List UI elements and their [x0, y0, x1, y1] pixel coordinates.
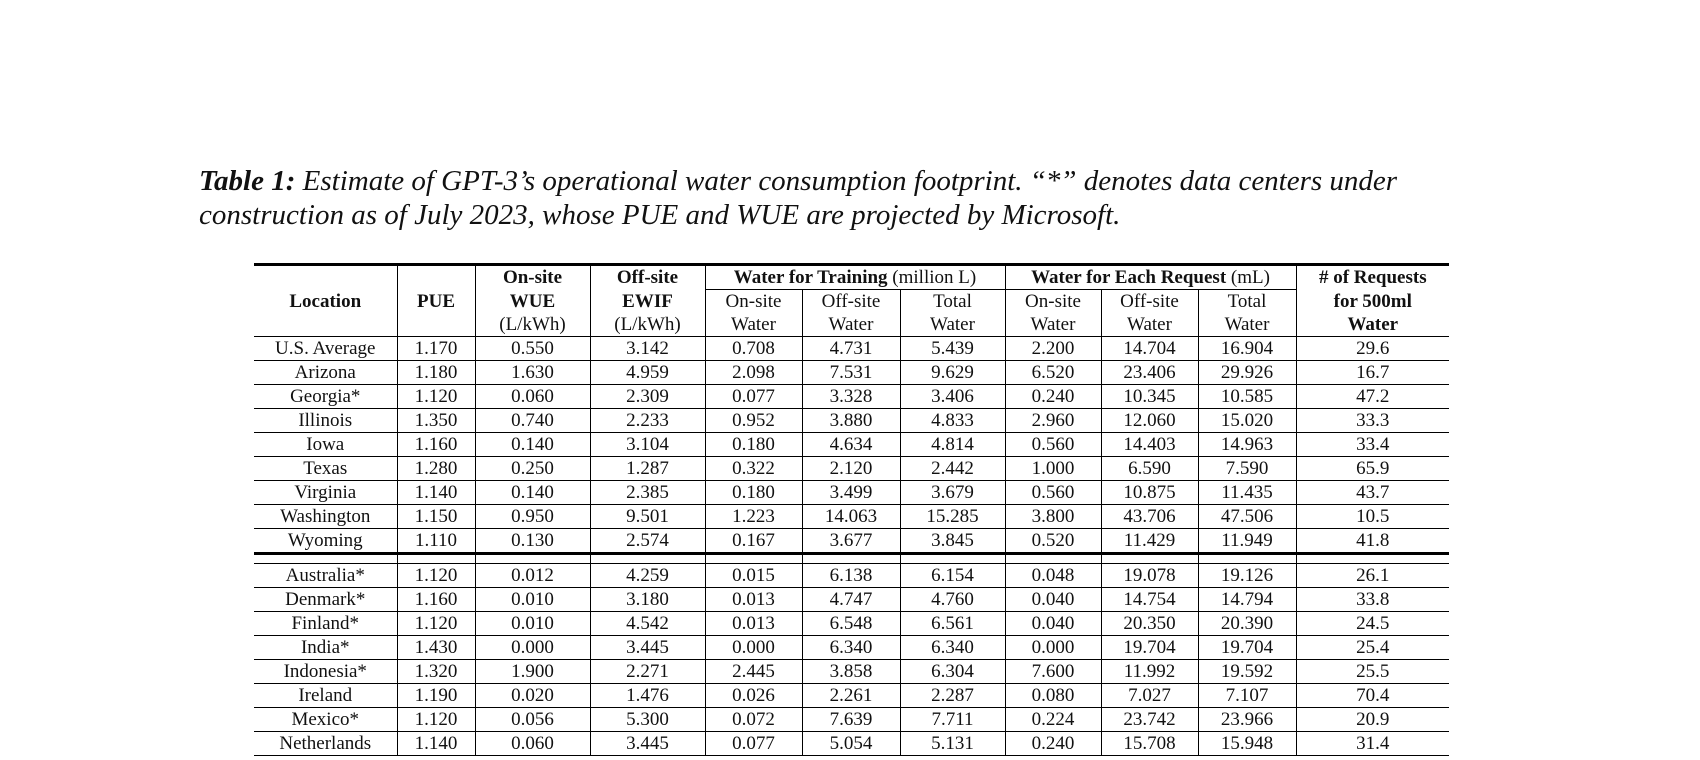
value-cell: 1.110 — [397, 529, 475, 554]
table-row — [254, 529, 1449, 554]
value-cell: 70.4 — [1296, 684, 1449, 708]
value-cell: 0.240 — [1005, 732, 1101, 756]
caption-text: Estimate of GPT-3’s operational water consumption footprint. “*” denotes data centers under construction as of July 2023, whose PUE and WUE are projected by Microsoft. — [199, 165, 1398, 231]
value-cell: 19.078 — [1101, 564, 1198, 588]
value-cell: 4.542 — [590, 612, 705, 636]
value-cell: 19.704 — [1198, 636, 1296, 660]
header-request-group: Water for Each Request (mL) — [1005, 265, 1296, 290]
value-cell: 3.679 — [900, 481, 1005, 505]
header-pue: PUE — [397, 265, 475, 337]
value-cell: 7.639 — [802, 708, 900, 732]
value-cell: 1.350 — [397, 409, 475, 433]
value-cell: 5.054 — [802, 732, 900, 756]
value-cell: 2.120 — [802, 457, 900, 481]
value-cell: 41.8 — [1296, 529, 1449, 554]
value-cell: 0.740 — [475, 409, 590, 433]
value-cell: 1.160 — [397, 588, 475, 612]
value-cell: 7.600 — [1005, 660, 1101, 684]
value-cell: 0.012 — [475, 564, 590, 588]
value-cell: 14.963 — [1198, 433, 1296, 457]
value-cell: 2.233 — [590, 409, 705, 433]
value-cell: 0.040 — [1005, 612, 1101, 636]
table-row — [254, 660, 1449, 684]
table-body — [254, 337, 1449, 756]
separator-cell — [1296, 554, 1449, 564]
value-cell: 1.180 — [397, 361, 475, 385]
header-training-onsite: On-site — [705, 290, 802, 314]
value-cell: 0.167 — [705, 529, 802, 554]
value-cell: 0.708 — [705, 337, 802, 361]
header-request-total: Total — [1198, 290, 1296, 314]
table-row — [254, 636, 1449, 660]
value-cell: 1.190 — [397, 684, 475, 708]
value-cell: 10.875 — [1101, 481, 1198, 505]
value-cell: 3.677 — [802, 529, 900, 554]
value-cell: 6.340 — [900, 636, 1005, 660]
value-cell: 0.060 — [475, 732, 590, 756]
value-cell: 20.9 — [1296, 708, 1449, 732]
location-cell: Mexico* — [254, 708, 397, 732]
value-cell: 0.010 — [475, 612, 590, 636]
separator-cell — [1101, 554, 1198, 564]
value-cell: 1.320 — [397, 660, 475, 684]
value-cell: 29.926 — [1198, 361, 1296, 385]
value-cell: 7.711 — [900, 708, 1005, 732]
value-cell: 0.952 — [705, 409, 802, 433]
value-cell: 7.531 — [802, 361, 900, 385]
value-cell: 0.550 — [475, 337, 590, 361]
value-cell: 0.560 — [1005, 481, 1101, 505]
value-cell: 1.120 — [397, 708, 475, 732]
value-cell: 1.223 — [705, 505, 802, 529]
header-ewif-unit: (L/kWh) — [590, 313, 705, 337]
value-cell: 0.072 — [705, 708, 802, 732]
value-cell: 19.704 — [1101, 636, 1198, 660]
value-cell: 5.131 — [900, 732, 1005, 756]
value-cell: 1.000 — [1005, 457, 1101, 481]
value-cell: 33.8 — [1296, 588, 1449, 612]
value-cell: 3.499 — [802, 481, 900, 505]
value-cell: 2.574 — [590, 529, 705, 554]
value-cell: 24.5 — [1296, 612, 1449, 636]
header-location: Location — [254, 265, 397, 337]
value-cell: 6.548 — [802, 612, 900, 636]
header-requests-line3: Water — [1296, 313, 1449, 337]
value-cell: 2.442 — [900, 457, 1005, 481]
table-row — [254, 732, 1449, 756]
location-cell: Finland* — [254, 612, 397, 636]
table-row — [254, 684, 1449, 708]
value-cell: 14.794 — [1198, 588, 1296, 612]
value-cell: 0.020 — [475, 684, 590, 708]
water-footprint-table — [254, 263, 1449, 756]
header-training-total-water: Water — [900, 313, 1005, 337]
header-request-offsite: Off-site — [1101, 290, 1198, 314]
value-cell: 3.104 — [590, 433, 705, 457]
header-wue-line1: On-site — [475, 265, 590, 290]
value-cell: 11.949 — [1198, 529, 1296, 554]
value-cell: 0.048 — [1005, 564, 1101, 588]
value-cell: 0.180 — [705, 433, 802, 457]
value-cell: 11.429 — [1101, 529, 1198, 554]
value-cell: 43.7 — [1296, 481, 1449, 505]
value-cell: 16.904 — [1198, 337, 1296, 361]
value-cell: 0.000 — [705, 636, 802, 660]
separator-cell — [590, 554, 705, 564]
header-training-total: Total — [900, 290, 1005, 314]
location-cell: Ireland — [254, 684, 397, 708]
value-cell: 1.120 — [397, 612, 475, 636]
separator-cell — [900, 554, 1005, 564]
value-cell: 10.585 — [1198, 385, 1296, 409]
separator-cell — [475, 554, 590, 564]
header-wue-line2: WUE — [475, 290, 590, 314]
table-row — [254, 564, 1449, 588]
value-cell: 14.754 — [1101, 588, 1198, 612]
value-cell: 2.309 — [590, 385, 705, 409]
value-cell: 2.200 — [1005, 337, 1101, 361]
value-cell: 33.3 — [1296, 409, 1449, 433]
value-cell: 2.271 — [590, 660, 705, 684]
value-cell: 3.142 — [590, 337, 705, 361]
value-cell: 23.966 — [1198, 708, 1296, 732]
value-cell: 1.280 — [397, 457, 475, 481]
value-cell: 0.950 — [475, 505, 590, 529]
value-cell: 14.704 — [1101, 337, 1198, 361]
value-cell: 0.010 — [475, 588, 590, 612]
value-cell: 3.800 — [1005, 505, 1101, 529]
separator-cell — [802, 554, 900, 564]
table-row — [254, 708, 1449, 732]
value-cell: 1.630 — [475, 361, 590, 385]
value-cell: 0.013 — [705, 588, 802, 612]
header-training-group: Water for Training (million L) — [705, 265, 1005, 290]
value-cell: 29.6 — [1296, 337, 1449, 361]
location-cell: Iowa — [254, 433, 397, 457]
value-cell: 1.476 — [590, 684, 705, 708]
value-cell: 3.445 — [590, 732, 705, 756]
value-cell: 1.430 — [397, 636, 475, 660]
value-cell: 4.760 — [900, 588, 1005, 612]
location-cell: India* — [254, 636, 397, 660]
value-cell: 4.259 — [590, 564, 705, 588]
value-cell: 3.180 — [590, 588, 705, 612]
value-cell: 0.240 — [1005, 385, 1101, 409]
value-cell: 0.015 — [705, 564, 802, 588]
value-cell: 2.098 — [705, 361, 802, 385]
value-cell: 6.590 — [1101, 457, 1198, 481]
value-cell: 0.077 — [705, 385, 802, 409]
value-cell: 6.561 — [900, 612, 1005, 636]
value-cell: 5.300 — [590, 708, 705, 732]
table-row — [254, 337, 1449, 361]
value-cell: 1.170 — [397, 337, 475, 361]
value-cell: 0.560 — [1005, 433, 1101, 457]
value-cell: 0.322 — [705, 457, 802, 481]
value-cell: 4.634 — [802, 433, 900, 457]
value-cell: 0.250 — [475, 457, 590, 481]
value-cell: 3.406 — [900, 385, 1005, 409]
value-cell: 7.107 — [1198, 684, 1296, 708]
header-training-offsite: Off-site — [802, 290, 900, 314]
value-cell: 1.140 — [397, 481, 475, 505]
separator-cell — [1005, 554, 1101, 564]
value-cell: 0.140 — [475, 481, 590, 505]
value-cell: 6.304 — [900, 660, 1005, 684]
value-cell: 15.020 — [1198, 409, 1296, 433]
header-ewif-line2: EWIF — [590, 290, 705, 314]
table-row — [254, 409, 1449, 433]
value-cell: 0.060 — [475, 385, 590, 409]
header-request-total-water: Water — [1198, 313, 1296, 337]
caption-label: Table 1: — [199, 165, 296, 197]
value-cell: 25.5 — [1296, 660, 1449, 684]
value-cell: 19.126 — [1198, 564, 1296, 588]
value-cell: 1.150 — [397, 505, 475, 529]
table-row — [254, 612, 1449, 636]
value-cell: 0.056 — [475, 708, 590, 732]
value-cell: 16.7 — [1296, 361, 1449, 385]
table-row — [254, 385, 1449, 409]
value-cell: 7.027 — [1101, 684, 1198, 708]
value-cell: 47.2 — [1296, 385, 1449, 409]
separator-cell — [397, 554, 475, 564]
header-request-offsite-water: Water — [1101, 313, 1198, 337]
table-row — [254, 457, 1449, 481]
value-cell: 19.592 — [1198, 660, 1296, 684]
table-row — [254, 433, 1449, 457]
value-cell: 1.120 — [397, 385, 475, 409]
value-cell: 11.992 — [1101, 660, 1198, 684]
location-cell: Wyoming — [254, 529, 397, 554]
value-cell: 3.445 — [590, 636, 705, 660]
value-cell: 25.4 — [1296, 636, 1449, 660]
header-request-onsite: On-site — [1005, 290, 1101, 314]
table-row — [254, 361, 1449, 385]
value-cell: 0.000 — [475, 636, 590, 660]
location-cell: Australia* — [254, 564, 397, 588]
value-cell: 3.858 — [802, 660, 900, 684]
value-cell: 0.013 — [705, 612, 802, 636]
value-cell: 43.706 — [1101, 505, 1198, 529]
value-cell: 6.520 — [1005, 361, 1101, 385]
value-cell: 10.5 — [1296, 505, 1449, 529]
value-cell: 1.287 — [590, 457, 705, 481]
table-row — [254, 481, 1449, 505]
value-cell: 1.160 — [397, 433, 475, 457]
value-cell: 4.959 — [590, 361, 705, 385]
header-training-onsite-water: Water — [705, 313, 802, 337]
value-cell: 1.900 — [475, 660, 590, 684]
value-cell: 7.590 — [1198, 457, 1296, 481]
value-cell: 4.731 — [802, 337, 900, 361]
value-cell: 15.708 — [1101, 732, 1198, 756]
header-request-onsite-water: Water — [1005, 313, 1101, 337]
location-cell: Texas — [254, 457, 397, 481]
value-cell: 2.287 — [900, 684, 1005, 708]
value-cell: 0.026 — [705, 684, 802, 708]
value-cell: 5.439 — [900, 337, 1005, 361]
value-cell: 1.140 — [397, 732, 475, 756]
separator-cell — [1198, 554, 1296, 564]
location-cell: Netherlands — [254, 732, 397, 756]
value-cell: 10.345 — [1101, 385, 1198, 409]
value-cell: 65.9 — [1296, 457, 1449, 481]
value-cell: 6.340 — [802, 636, 900, 660]
header-wue-unit: (L/kWh) — [475, 313, 590, 337]
header-requests-line1: # of Requests — [1296, 265, 1449, 290]
value-cell: 1.120 — [397, 564, 475, 588]
location-cell: Denmark* — [254, 588, 397, 612]
location-cell: Washington — [254, 505, 397, 529]
value-cell: 3.328 — [802, 385, 900, 409]
location-cell: Virginia — [254, 481, 397, 505]
value-cell: 33.4 — [1296, 433, 1449, 457]
value-cell: 23.742 — [1101, 708, 1198, 732]
value-cell: 0.040 — [1005, 588, 1101, 612]
value-cell: 2.261 — [802, 684, 900, 708]
table-row — [254, 588, 1449, 612]
value-cell: 0.130 — [475, 529, 590, 554]
group-separator — [254, 554, 1449, 564]
header-training-offsite-water: Water — [802, 313, 900, 337]
value-cell: 0.224 — [1005, 708, 1101, 732]
location-cell: Indonesia* — [254, 660, 397, 684]
value-cell: 14.403 — [1101, 433, 1198, 457]
separator-cell — [254, 554, 397, 564]
value-cell: 0.520 — [1005, 529, 1101, 554]
value-cell: 9.501 — [590, 505, 705, 529]
value-cell: 15.285 — [900, 505, 1005, 529]
value-cell: 14.063 — [802, 505, 900, 529]
value-cell: 20.390 — [1198, 612, 1296, 636]
value-cell: 0.000 — [1005, 636, 1101, 660]
value-cell: 2.960 — [1005, 409, 1101, 433]
value-cell: 23.406 — [1101, 361, 1198, 385]
table-caption — [199, 164, 1519, 232]
value-cell: 6.138 — [802, 564, 900, 588]
table-row — [254, 505, 1449, 529]
value-cell: 11.435 — [1198, 481, 1296, 505]
value-cell: 4.747 — [802, 588, 900, 612]
value-cell: 47.506 — [1198, 505, 1296, 529]
header-ewif-line1: Off-site — [590, 265, 705, 290]
value-cell: 0.077 — [705, 732, 802, 756]
value-cell: 6.154 — [900, 564, 1005, 588]
value-cell: 31.4 — [1296, 732, 1449, 756]
separator-cell — [705, 554, 802, 564]
location-cell: Georgia* — [254, 385, 397, 409]
value-cell: 3.880 — [802, 409, 900, 433]
value-cell: 26.1 — [1296, 564, 1449, 588]
location-cell: Arizona — [254, 361, 397, 385]
value-cell: 15.948 — [1198, 732, 1296, 756]
value-cell: 20.350 — [1101, 612, 1198, 636]
value-cell: 9.629 — [900, 361, 1005, 385]
value-cell: 4.814 — [900, 433, 1005, 457]
value-cell: 0.140 — [475, 433, 590, 457]
value-cell: 2.385 — [590, 481, 705, 505]
value-cell: 0.080 — [1005, 684, 1101, 708]
value-cell: 2.445 — [705, 660, 802, 684]
value-cell: 12.060 — [1101, 409, 1198, 433]
location-cell: Illinois — [254, 409, 397, 433]
location-cell: U.S. Average — [254, 337, 397, 361]
value-cell: 4.833 — [900, 409, 1005, 433]
value-cell: 3.845 — [900, 529, 1005, 554]
header-requests-line2: for 500ml — [1296, 290, 1449, 314]
value-cell: 0.180 — [705, 481, 802, 505]
